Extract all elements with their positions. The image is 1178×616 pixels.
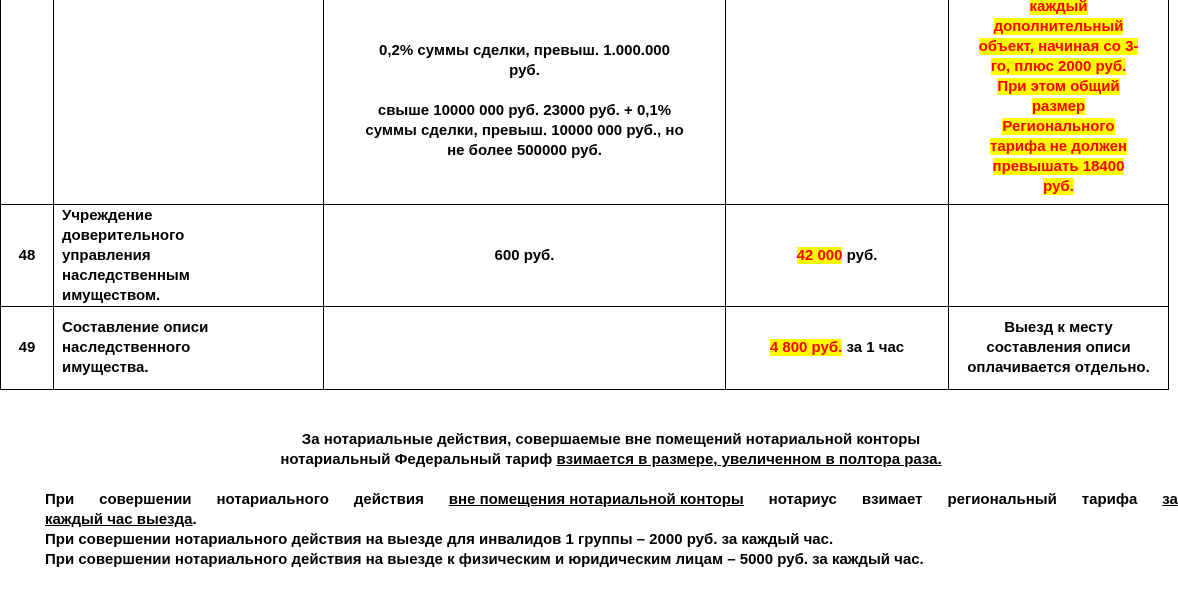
notes-word: совершении — [99, 491, 192, 508]
action-name-cell — [54, 0, 324, 205]
federal-tariff-cell: 600 руб. — [324, 205, 726, 307]
federal-tariff-cell — [324, 307, 726, 390]
notes-word: действия — [353, 491, 424, 508]
notes-header-line: За нотариальные действия, совершаемые вне помещений нотариальной конторы — [301, 431, 921, 448]
note-cell — [949, 205, 1169, 307]
notes-word: взимает — [861, 491, 923, 508]
notes-paragraph-line: При совершении нотариального действия на выезде к физическим и юридическим лицам – 5000 руб. за каждый час. — [45, 551, 924, 568]
action-name-cell: Учреждение доверительного управления наследственным имуществом. — [54, 205, 324, 307]
note-line: размер — [1031, 98, 1086, 115]
row-number-cell: 49 — [1, 307, 54, 390]
notes-header-text: нотариальный Федеральный тариф — [280, 451, 557, 468]
notes-section — [0, 430, 1178, 570]
note-line: Регионального — [1002, 118, 1115, 135]
notes-text: . — [192, 511, 197, 528]
notes-word: При — [45, 491, 75, 508]
notes-underlined: каждый час выезда — [45, 511, 193, 528]
note-line: превышать 18400 — [992, 158, 1125, 175]
note-line: каждый — [1029, 0, 1088, 15]
row-number-cell: 48 — [1, 205, 54, 307]
regional-tariff-value: 42 000 — [796, 246, 843, 264]
federal-tariff-line: 0,2% суммы сделки, превыш. 1.000.000 — [379, 41, 670, 59]
regional-tariff-suffix: за 1 час — [842, 339, 905, 356]
notes-header-line — [0, 450, 1168, 470]
regional-tariff-cell — [726, 205, 949, 307]
regional-tariff-cell — [726, 0, 949, 205]
regional-tariff-value: 4 800 руб. — [769, 339, 843, 356]
table-row — [1, 307, 1169, 390]
notes-paragraph-line: При совершении нотариального действия на выезде для инвалидов 1 группы – 2000 руб. за каждый час. — [45, 531, 834, 548]
regional-tariff-cell — [726, 307, 949, 390]
notes-word: за — [1162, 491, 1178, 508]
notes-word: нотариус — [768, 491, 837, 508]
table-row — [1, 0, 1169, 205]
note-line: объект, начиная со 3- — [978, 38, 1139, 55]
note-line: руб. — [1043, 178, 1074, 195]
notes-paragraph-line — [45, 510, 1168, 530]
federal-tariff-line: свыше 10000 000 руб. 23000 руб. + 0,1% — [377, 101, 672, 119]
note-line: го, плюс 2000 руб. — [990, 58, 1127, 75]
notes-underlined: вне помещения нотариальной конторы — [448, 491, 744, 508]
notes-word: тарифа — [1081, 491, 1138, 508]
table-row — [1, 205, 1169, 307]
notes-word: нотариального — [216, 491, 329, 508]
federal-tariff-cell — [324, 0, 726, 205]
notes-paragraph-justified — [45, 490, 1178, 510]
notes-word: региональный — [947, 491, 1057, 508]
note-cell — [949, 0, 1169, 205]
federal-tariff-line: суммы сделки, превыш. 10000 000 руб., но — [365, 121, 684, 139]
note-line: При этом общий — [997, 78, 1120, 95]
action-name-cell: Составление описи наследственного имущества. — [54, 307, 324, 390]
note-line: тарифа не должен — [990, 138, 1127, 155]
notes-header-underlined: взимается в размере, увеличенном в полтора раза. — [556, 451, 942, 468]
federal-tariff-line: руб. — [509, 61, 540, 79]
federal-tariff-line: не более 500000 руб. — [447, 141, 602, 159]
regional-tariff-suffix: руб. — [842, 246, 878, 264]
note-cell: Выезд к месту составления описи оплачивается отдельно. — [949, 307, 1169, 390]
note-line: дополнительный — [993, 18, 1124, 35]
row-number-cell — [1, 0, 54, 205]
